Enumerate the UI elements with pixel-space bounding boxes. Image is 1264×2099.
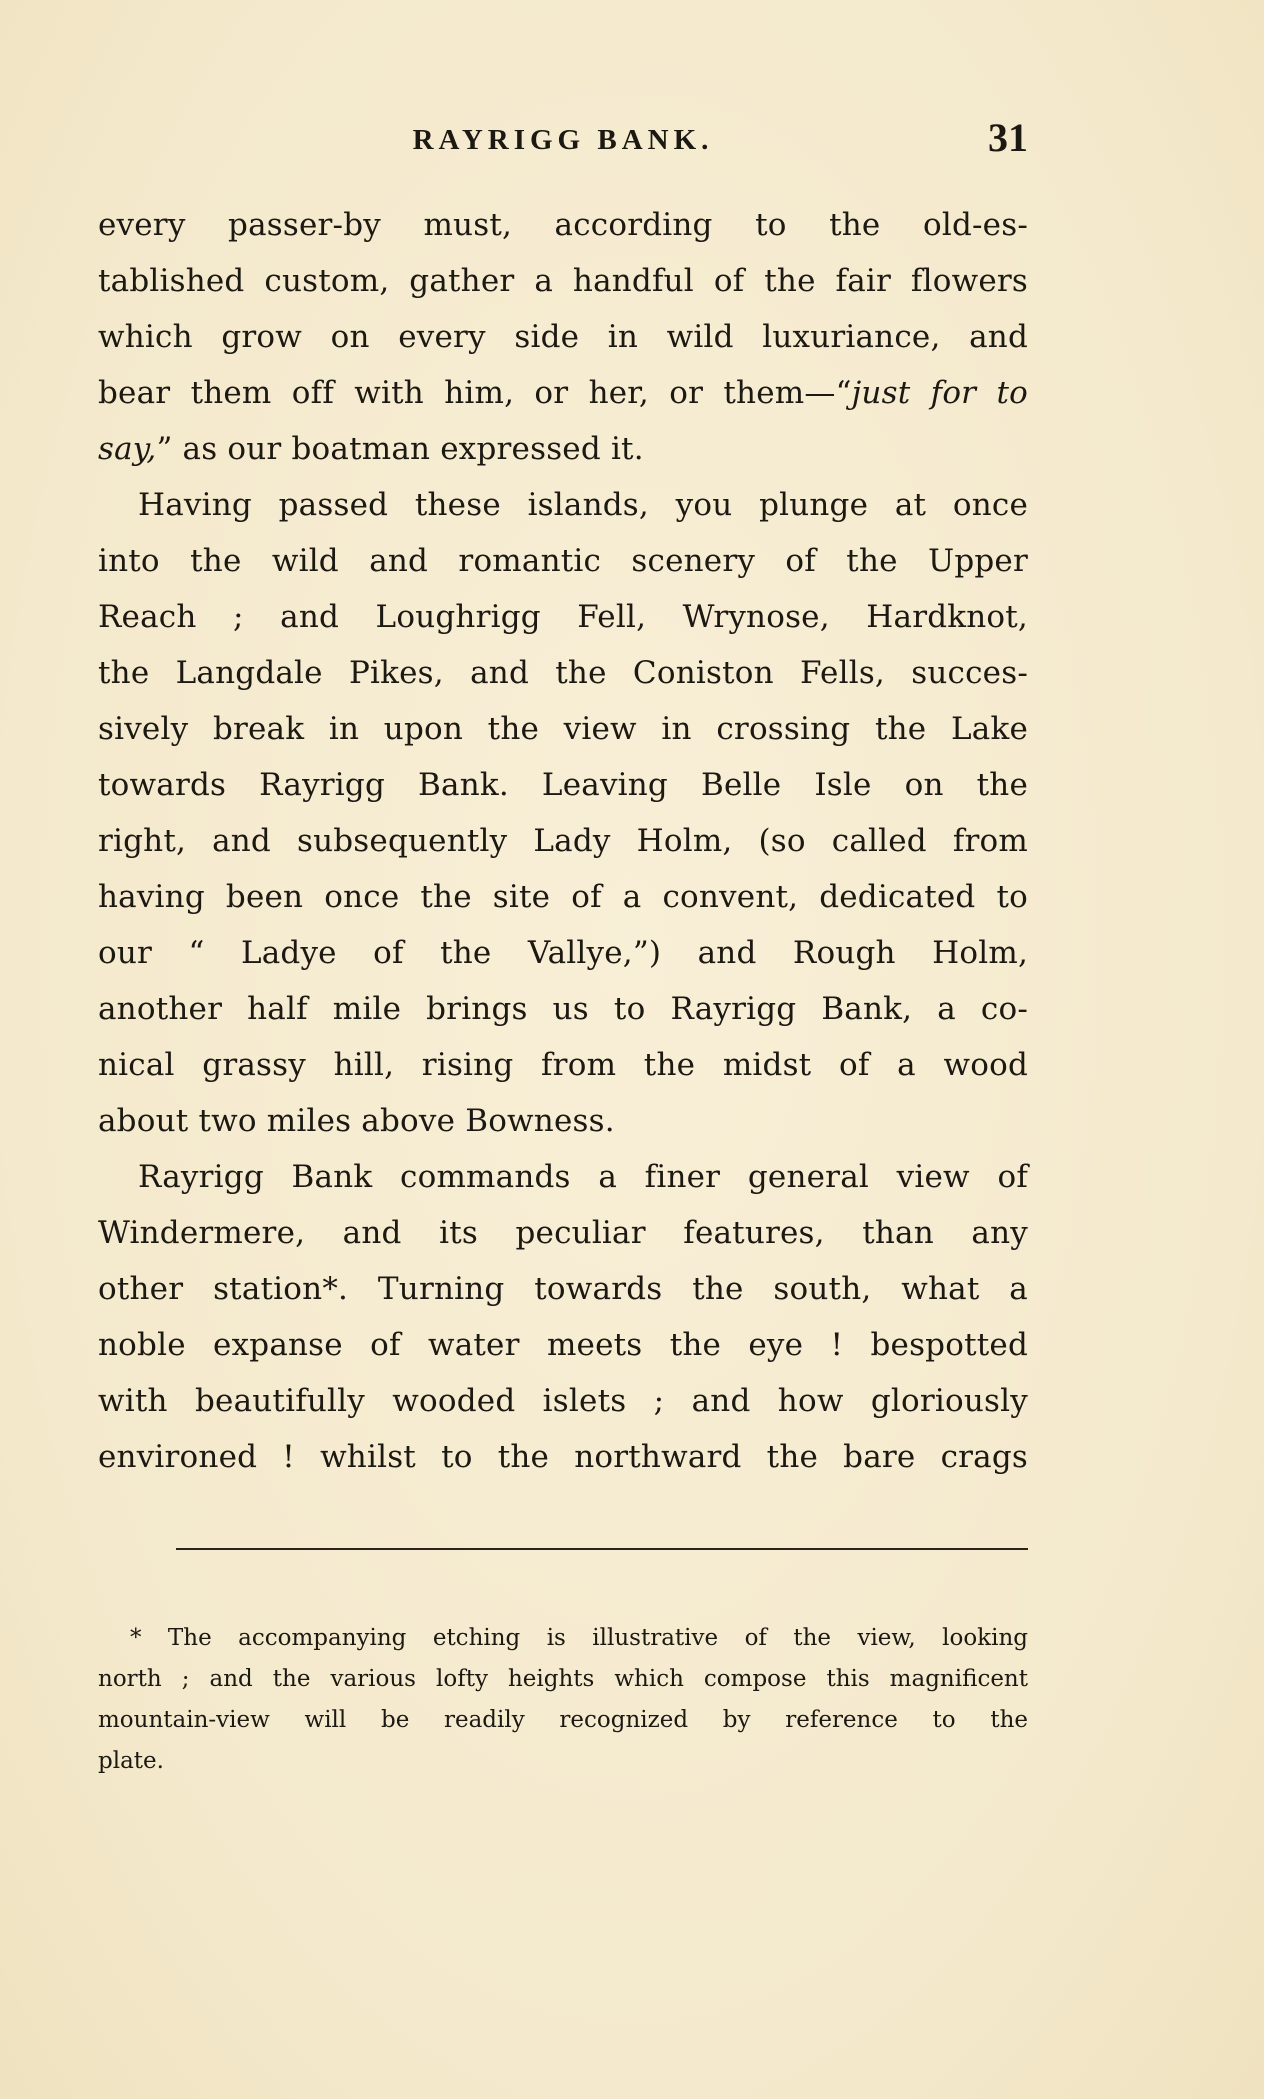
text-line: other station*. Turning towards the south, what a: [98, 1271, 1028, 1307]
italic-phrase: just for to: [851, 375, 1028, 411]
footnote: [98, 1618, 1028, 1782]
text-line: [98, 365, 1028, 421]
text-line: into the wild and romantic scenery of the Upper: [98, 543, 1028, 579]
text-line: environed ! whilst to the northward the bare crags: [98, 1439, 1028, 1475]
footnote-line: * The accompanying etching is illustrative of the view, looking: [130, 1625, 1028, 1651]
running-title: RAYRIGG BANK.: [412, 124, 714, 156]
text-line: Having passed these islands, you plunge at once: [138, 487, 1028, 523]
text-line: another half mile brings us to Rayrigg Bank, a co-: [98, 991, 1028, 1027]
text-line: sively break in upon the view in crossing the Lake: [98, 711, 1028, 747]
page-number: 31: [988, 115, 1028, 160]
text-line: Reach ; and Loughrigg Fell, Wrynose, Hardknot,: [98, 599, 1028, 635]
text-line: our “ Ladye of the Vallye,”) and Rough Holm,: [98, 935, 1028, 971]
text-line: having been once the site of a convent, dedicated to: [98, 879, 1028, 915]
body-text: [98, 197, 1028, 1485]
text-line: Windermere, and its peculiar features, than any: [98, 1215, 1028, 1251]
text-line: the Langdale Pikes, and the Coniston Fells, succes-: [98, 655, 1028, 691]
open-quote: “: [835, 375, 852, 411]
text-span: ” as our boatman expressed it.: [156, 431, 644, 467]
text-line: nical grassy hill, rising from the midst of a wood: [98, 1047, 1028, 1083]
text-line: about two miles above Bowness.: [98, 1103, 615, 1139]
text-line: tablished custom, gather a handful of the fair flowers: [98, 263, 1028, 299]
footnote-rule: [176, 1548, 1028, 1550]
text-line: Rayrigg Bank commands a finer general view of: [138, 1159, 1028, 1195]
text-line: right, and subsequently Lady Holm, (so called from: [98, 823, 1028, 859]
running-head: [98, 115, 1028, 168]
text-line: every passer-by must, according to the old-es-: [98, 207, 1028, 243]
text-line: with beautifully wooded islets ; and how gloriously: [98, 1383, 1028, 1419]
footnote-line: north ; and the various lofty heights which compose this magnificent: [98, 1666, 1028, 1692]
text-line: towards Rayrigg Bank. Leaving Belle Isle on the: [98, 767, 1028, 803]
text-line: [98, 421, 1028, 477]
text-span: bear them off with him, or her, or them—: [98, 375, 836, 411]
text-line: noble expanse of water meets the eye ! bespotted: [98, 1327, 1028, 1363]
footnote-line: plate.: [98, 1748, 164, 1774]
footnote-line: mountain-view will be readily recognized by reference to the: [98, 1707, 1028, 1733]
text-line: which grow on every side in wild luxuriance, and: [98, 319, 1028, 355]
italic-phrase: say,: [98, 431, 157, 467]
